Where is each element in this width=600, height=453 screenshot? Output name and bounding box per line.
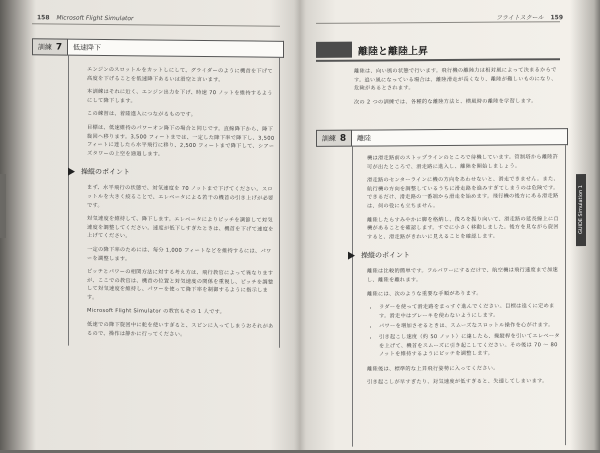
paragraph: 対気速度を維持して、降下します。エレベータによりピッチを調節して対気速度を調整してください。速度が低下しすぎたときは、機首を下げて速度を上げてください。 xyxy=(87,215,274,240)
list-item: • ラダーを使って滑走路をまっすぐ進んでください。目標は遠くに定めます。滑走中はブレーキを使わないようにします。 xyxy=(379,302,561,320)
paragraph: 離陸には、次のような重要な手順があります。 xyxy=(367,290,482,298)
left-running-title: Microsoft Flight Simulator xyxy=(56,14,134,23)
procedure-list xyxy=(367,302,561,359)
right-header-rule xyxy=(316,21,560,24)
chapter-heading xyxy=(316,41,428,58)
triangle-bullet-icon xyxy=(348,252,355,260)
lesson-tag xyxy=(316,130,352,147)
paragraph: ピッチとパワーの相関方法に対する考え方は、飛行教官によって異なりますが、ここでの教官は、機首の位置と対気速度の関係を重視し、ピッチを調整して対気速度を維持し、パワーを使って降下率を制御するように指示します。 xyxy=(87,268,274,301)
paragraph: まず、水平飛行の状態で、対気速度を 70 ノットまで下げてください。スロットルを大きく絞ることで、エレベータによる若干の機首の引き上げが必要です。 xyxy=(87,185,274,209)
section-title: 操縦のポイント xyxy=(81,168,130,177)
lesson-title: 離陸 xyxy=(352,128,568,147)
list-item: • パワーを増加させるときは、スムーズなスロットル操作を心がけます。 xyxy=(379,322,561,332)
paragraph: 滑走路のセンターラインに機の方向をあわせないと、滑走できません。また、航行機の方向を調整しているうちに滑走路を進みすぎてしまうのは危険です。できるだけ、滑走路の一番端から滑走を始めます。飛行機の後方にある滑走路は、何の役にも立ちません。 xyxy=(367,176,560,210)
lesson-8-header xyxy=(316,128,568,147)
triangle-bullet-icon xyxy=(68,168,75,176)
paragraph: 離陸は、向い風の状態で行います。飛行機の離陸力は相対風によって決まるからです。追い風になっている場合は、離陸滑走が長くなり、離陸が難しいものになり、危険があるとされます。 xyxy=(354,67,557,92)
section-heading xyxy=(348,250,561,261)
right-page xyxy=(302,0,588,450)
section-title: 操縦のポイント xyxy=(361,251,410,260)
paragraph: 目標は、低速維持のパワーオン降下の場合と同じです。直線降下から、降下旋回へ移ります。3,500 フィートまでは、一定した降下率で降下し、3,500 フィートに達したら水平飛行に移り、2,500 フィートまで降下して、シアーズタワーの上空を通過します。 xyxy=(87,124,275,158)
list-item: • 引き起こし速度（約 50 ノット）に達したら、操縦桿を引いてエレベータを上げて、機首をスムーズに引き起こしてください。その後は 70 〜 80 ノットを維持するようにピッチを調整します。 xyxy=(379,332,561,359)
left-header-rule xyxy=(32,23,280,27)
paragraph: 離陸は比較的簡単です。フルパワーにするだけで、航空機は飛行速度まで加速し、離陸を離れます。 xyxy=(367,267,558,284)
paragraph: 一定の降下率のためには、毎分 1,000 フィートなどを維持するには、パワーを調整します。 xyxy=(87,246,272,262)
chapter-intro xyxy=(354,66,560,112)
left-page-edge-tab xyxy=(0,174,6,238)
lesson-tag xyxy=(32,38,68,55)
paragraph: 次の 2 つの訓練では、各種的な離陸方法と、横風時の離陸を学習します。 xyxy=(354,98,537,106)
side-tab-label: GUIDE Simulation 1 xyxy=(578,185,584,235)
chapter-title: 離陸と離陸上昇 xyxy=(358,45,428,58)
paragraph: 離陸したらすみやかに脚を格納し、後ろを振り向いて、滑走路の延長線上に自機があることを確認します。すでに小さく移動しました。後方を見ながら旋回すると、滑走路がきれいに見えることを確認します。 xyxy=(367,215,559,241)
chapter-rule xyxy=(316,58,560,62)
left-page xyxy=(12,0,294,453)
lesson-label: 訓練 xyxy=(37,42,52,51)
paragraph: 機は滑走路前のストップラインのところで待機しています。管制塔から離陸許可が出たところで、滑走路に進入し、離陸を開始しましょう。 xyxy=(367,154,559,171)
section-heading xyxy=(68,167,275,179)
left-running-head xyxy=(32,14,134,22)
lesson-label: 訓練 xyxy=(321,134,336,143)
right-page-number: 159 xyxy=(550,14,563,22)
lesson-number: 8 xyxy=(339,133,347,144)
lesson-8-body xyxy=(352,145,566,446)
lesson-7-body xyxy=(68,56,280,348)
paragraph: 離陸後は、標準的な上昇飛行姿勢に入ってください。 xyxy=(367,365,499,373)
paragraph: エンジンのスロットルをカットしにして、グライダーのように機首を下げて高度を下げることを低速降下あるいは滑空と言います。 xyxy=(87,66,273,83)
paragraph: 低速での降下旋回中に舵を使いすぎると、スピンに入ってしまうおそれがあるので、操作は静かに行ってください。 xyxy=(87,321,274,338)
left-page-number: 158 xyxy=(37,14,50,22)
chapter-heading-bar xyxy=(316,42,352,58)
right-running-title: フライトスクール xyxy=(495,14,544,22)
paragraph: この練習は、着陸進入につながるものです。 xyxy=(87,111,197,119)
paragraph: 引き起こしが早すぎたり、対気速度が低すぎると、失速してしまいます。 xyxy=(367,378,548,386)
paragraph: Microsoft Flight Simulator の教官もその 1 人です。 xyxy=(87,308,226,316)
lesson-title: 低速降下 xyxy=(68,39,284,58)
lesson-number: 7 xyxy=(55,41,63,53)
paragraph: 本訓練はそれに近く、エンジン出力を下げ、時速 70 ノットを維持するようにして降下します。 xyxy=(87,88,273,105)
chapter-side-tab xyxy=(576,174,586,246)
